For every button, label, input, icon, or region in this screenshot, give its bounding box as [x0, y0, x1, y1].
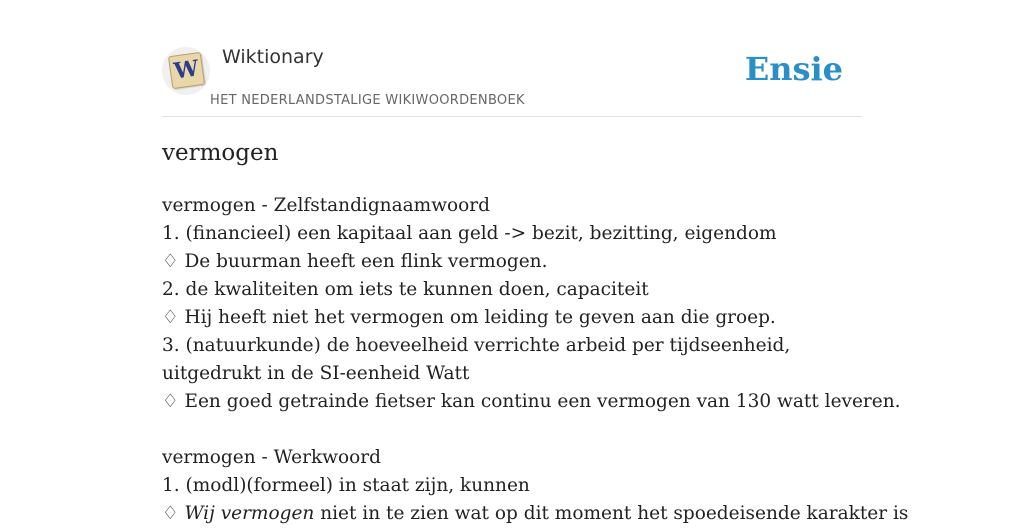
definition-line: 3. (natuurkunde) de hoeveelheid verrichte arbeid per tijdseenheid, uitgedrukt in de SI-eenheid Watt: [162, 335, 791, 384]
definition-line: 1. (financieel) een kapitaal aan geld -> bezit, bezitting, eigendom: [162, 223, 777, 244]
definition-line: 2. de kwaliteiten om iets te kunnen doen, capaciteit: [162, 279, 649, 300]
example-line: [162, 500, 909, 528]
site-name[interactable]: Wiktionary: [222, 46, 324, 68]
example-italic: Wij vermogen: [184, 503, 315, 524]
logo-tile: [168, 52, 205, 89]
example-line: ♢ Hij heeft niet het vermogen om leiding te geven aan die groep.: [162, 307, 776, 328]
example-line: ♢ De buurman heeft een flink vermogen.: [162, 251, 548, 272]
site-tagline: HET NEDERLANDSTALIGE WIKIWOORDENBOEK: [210, 93, 525, 108]
page: [162, 0, 909, 524]
ensie-logo-link[interactable]: Ensie: [744, 50, 843, 88]
example-line: ♢ Een goed getrainde fietser kan continu een vermogen van 130 watt leveren.: [162, 391, 901, 412]
example-marker: ♢: [162, 503, 185, 524]
site-header: [162, 0, 862, 117]
entry-content: [162, 192, 909, 528]
wiktionary-logo-icon[interactable]: [162, 47, 210, 95]
example-text: niet in te zien wat op dit moment het spoedeisende karakter is: [314, 503, 909, 524]
page-title: vermogen: [162, 140, 279, 166]
logo-letter: W: [172, 55, 201, 85]
section-heading: vermogen - Zelfstandignaamwoord: [162, 195, 490, 216]
section-heading: vermogen - Werkwoord: [162, 447, 381, 468]
definition-line: 1. (modl)(formeel) in staat zijn, kunnen: [162, 475, 530, 496]
section-spacer: [162, 416, 862, 444]
